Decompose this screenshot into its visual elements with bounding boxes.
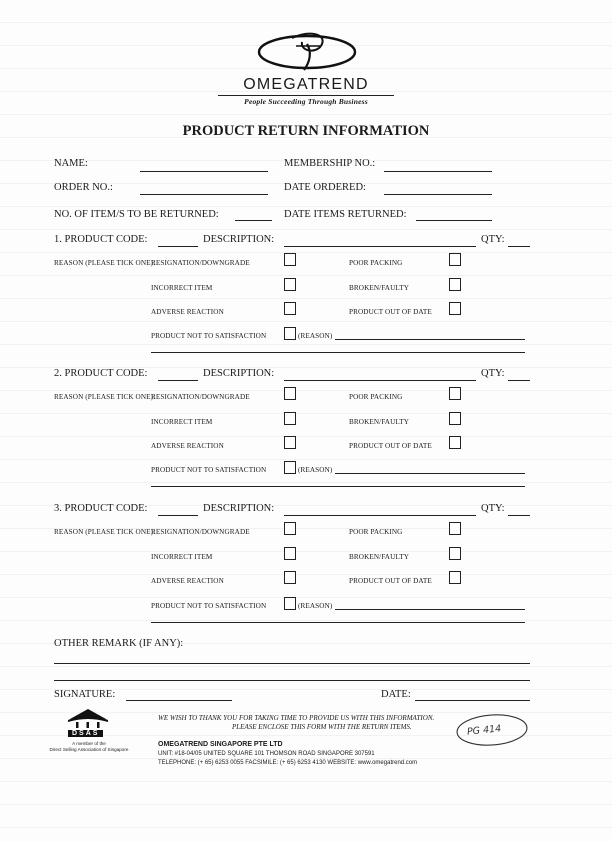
checkbox-incorrect-item[interactable] <box>284 412 296 425</box>
option-incorrect-item-label: INCORRECT ITEM <box>151 418 213 426</box>
name-label: NAME: <box>54 158 88 169</box>
qty-label: QTY: <box>481 368 505 379</box>
name-field[interactable] <box>140 171 268 172</box>
checkbox-adverse-reaction[interactable] <box>284 436 296 449</box>
date-returned-label: DATE ITEMS RETURNED: <box>284 209 407 220</box>
checkbox-broken-faulty[interactable] <box>449 547 461 560</box>
reason-label: REASON (PLEASE TICK ONE): <box>54 528 156 536</box>
handwritten-note: PG 414 <box>466 723 502 738</box>
option-not-satisfaction-label: PRODUCT NOT TO SATISFACTION <box>151 466 267 474</box>
dsas-member-line-1: A member of the <box>72 741 106 746</box>
checkbox-resignation[interactable] <box>284 522 296 535</box>
checkbox-not-satisfaction[interactable] <box>284 461 296 474</box>
option-broken-faulty-label: BROKEN/FAULTY <box>349 284 410 292</box>
option-resignation-label: RESIGNATION/DOWNGRADE <box>151 259 250 267</box>
checkbox-out-of-date[interactable] <box>449 302 461 315</box>
checkbox-resignation[interactable] <box>284 387 296 400</box>
order-number-field[interactable] <box>140 194 268 195</box>
reason-paren-label: (REASON) <box>298 466 333 474</box>
items-count-label: NO. OF ITEM/S TO BE RETURNED: <box>54 209 219 220</box>
omegatrend-logo-icon <box>252 28 362 74</box>
qty-field[interactable] <box>508 380 530 381</box>
thanks-line-1: WE WISH TO THANK YOU FOR TAKING TIME TO PROVIDE US WITH THIS INFORMATION. <box>158 714 435 722</box>
reason-text-field-2[interactable] <box>151 486 525 487</box>
option-out-of-date-label: PRODUCT OUT OF DATE <box>349 442 432 450</box>
dsas-acronym: DSAS <box>68 730 103 737</box>
remark-line-1[interactable] <box>54 663 530 664</box>
date-field[interactable] <box>415 700 530 701</box>
membership-label: MEMBERSHIP NO.: <box>284 158 376 169</box>
product-code-label: 1. PRODUCT CODE: <box>54 234 148 245</box>
remark-line-2[interactable] <box>54 680 530 681</box>
signature-label: SIGNATURE: <box>54 689 116 700</box>
option-poor-packing-label: POOR PACKING <box>349 528 403 536</box>
option-incorrect-item-label: INCORRECT ITEM <box>151 553 213 561</box>
option-out-of-date-label: PRODUCT OUT OF DATE <box>349 577 432 585</box>
company-name: OMEGATREND SINGAPORE PTE LTD <box>158 741 283 748</box>
qty-field[interactable] <box>508 246 530 247</box>
reason-text-field-2[interactable] <box>151 352 525 353</box>
qty-label: QTY: <box>481 234 505 245</box>
checkbox-out-of-date[interactable] <box>449 436 461 449</box>
option-resignation-label: RESIGNATION/DOWNGRADE <box>151 528 250 536</box>
company-address: UNIT: #18-04/05 UNITED SQUARE 101 THOMSON ROAD SINGAPORE 307591 <box>158 751 375 757</box>
company-contact: TELEPHONE: (+ 65) 6253 0055 FACSIMILE: (+ 65) 6253 4130 WEBSITE: www.omegatrend.com <box>158 760 418 766</box>
items-count-field[interactable] <box>235 220 272 221</box>
option-adverse-reaction-label: ADVERSE REACTION <box>151 442 224 450</box>
reason-paren-label: (REASON) <box>298 602 333 610</box>
description-label: DESCRIPTION: <box>203 503 275 514</box>
product-code-label: 3. PRODUCT CODE: <box>54 503 148 514</box>
checkbox-incorrect-item[interactable] <box>284 278 296 291</box>
description-field[interactable] <box>284 246 476 247</box>
checkbox-broken-faulty[interactable] <box>449 278 461 291</box>
checkbox-adverse-reaction[interactable] <box>284 302 296 315</box>
checkbox-incorrect-item[interactable] <box>284 547 296 560</box>
description-label: DESCRIPTION: <box>203 234 275 245</box>
checkbox-poor-packing[interactable] <box>449 522 461 535</box>
date-returned-field[interactable] <box>416 220 492 221</box>
reason-text-field-2[interactable] <box>151 622 525 623</box>
form-title: PRODUCT RETURN INFORMATION <box>182 123 430 139</box>
product-code-field[interactable] <box>158 380 198 381</box>
checkbox-broken-faulty[interactable] <box>449 412 461 425</box>
checkbox-out-of-date[interactable] <box>449 571 461 584</box>
reason-text-field[interactable] <box>335 609 525 610</box>
description-field[interactable] <box>284 380 476 381</box>
checkbox-adverse-reaction[interactable] <box>284 571 296 584</box>
date-ordered-label: DATE ORDERED: <box>284 182 366 193</box>
option-broken-faulty-label: BROKEN/FAULTY <box>349 553 410 561</box>
product-code-label: 2. PRODUCT CODE: <box>54 368 148 379</box>
thanks-line-2: PLEASE ENCLOSE THIS FORM WITH THE RETURN ITEMS. <box>232 723 412 731</box>
other-remark-label: OTHER REMARK (IF ANY): <box>54 638 184 649</box>
checkbox-not-satisfaction[interactable] <box>284 597 296 610</box>
qty-label: QTY: <box>481 503 505 514</box>
checkbox-poor-packing[interactable] <box>449 387 461 400</box>
option-adverse-reaction-label: ADVERSE REACTION <box>151 577 224 585</box>
order-number-label: ORDER NO.: <box>54 182 113 193</box>
checkbox-not-satisfaction[interactable] <box>284 327 296 340</box>
option-broken-faulty-label: BROKEN/FAULTY <box>349 418 410 426</box>
option-resignation-label: RESIGNATION/DOWNGRADE <box>151 393 250 401</box>
date-label: DATE: <box>381 689 411 700</box>
option-out-of-date-label: PRODUCT OUT OF DATE <box>349 308 432 316</box>
reason-label: REASON (PLEASE TICK ONE): <box>54 393 156 401</box>
description-label: DESCRIPTION: <box>203 368 275 379</box>
reason-text-field[interactable] <box>335 473 525 474</box>
signature-field[interactable] <box>126 700 232 701</box>
dsas-member-line-2: Direct Selling Association of Singapore <box>49 747 129 752</box>
membership-field[interactable] <box>384 171 492 172</box>
option-not-satisfaction-label: PRODUCT NOT TO SATISFACTION <box>151 602 267 610</box>
brand-name: OMEGATREND <box>243 76 369 93</box>
product-code-field[interactable] <box>158 515 198 516</box>
option-incorrect-item-label: INCORRECT ITEM <box>151 284 213 292</box>
qty-field[interactable] <box>508 515 530 516</box>
reason-label: REASON (PLEASE TICK ONE): <box>54 259 156 267</box>
brand-rule <box>218 95 394 96</box>
product-code-field[interactable] <box>158 246 198 247</box>
option-poor-packing-label: POOR PACKING <box>349 393 403 401</box>
brand-tagline: People Succeeding Through Business <box>244 97 368 106</box>
description-field[interactable] <box>284 515 476 516</box>
dsas-pagoda-icon <box>66 708 110 732</box>
checkbox-poor-packing[interactable] <box>449 253 461 266</box>
option-adverse-reaction-label: ADVERSE REACTION <box>151 308 224 316</box>
reason-text-field[interactable] <box>335 339 525 340</box>
date-ordered-field[interactable] <box>384 194 492 195</box>
reason-paren-label: (REASON) <box>298 332 333 340</box>
checkbox-resignation[interactable] <box>284 253 296 266</box>
option-poor-packing-label: POOR PACKING <box>349 259 403 267</box>
option-not-satisfaction-label: PRODUCT NOT TO SATISFACTION <box>151 332 267 340</box>
